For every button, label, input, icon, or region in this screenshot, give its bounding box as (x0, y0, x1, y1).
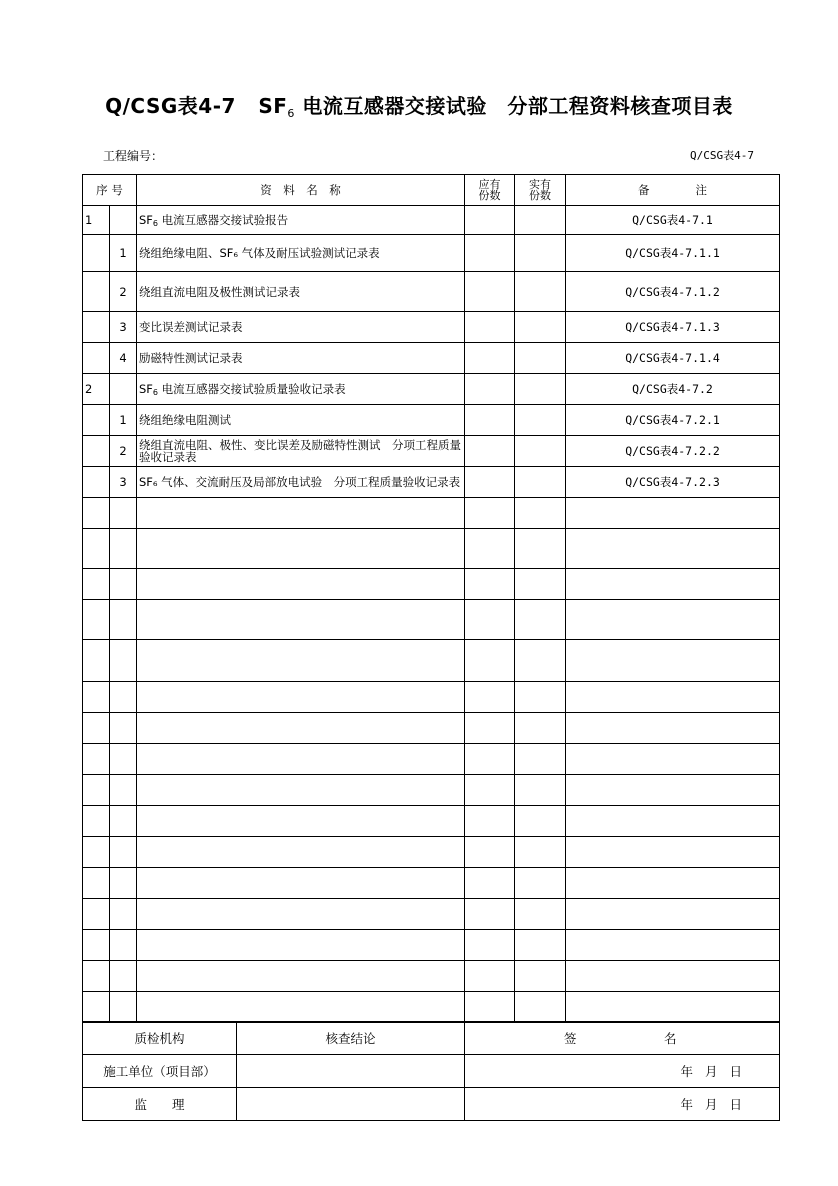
table-row (83, 405, 780, 436)
empty-row (83, 961, 780, 992)
row-subseq: 1 (110, 235, 137, 272)
title-prefix: Q/CSG表4-7 (105, 94, 236, 118)
row-name: 励磁特性测试记录表 (137, 343, 465, 374)
checklist-table (82, 174, 780, 1023)
row-actual-count (515, 272, 566, 312)
row-actual-count (515, 374, 566, 405)
row-actual-count (515, 235, 566, 272)
table-row (83, 436, 780, 467)
header-note: 备 注 (566, 175, 780, 206)
table-row (83, 374, 780, 405)
header-name: 资 料 名 称 (137, 175, 465, 206)
row-should-count (465, 272, 515, 312)
empty-row (83, 992, 780, 1023)
row-name: SF6 电流互感器交接试验质量验收记录表 (137, 374, 465, 405)
row-should-count (465, 312, 515, 343)
row-note: Q/CSG表4-7.1.2 (566, 272, 780, 312)
row-subseq: 3 (110, 312, 137, 343)
row-actual-count (515, 405, 566, 436)
table-row (83, 272, 780, 312)
row-actual-count (515, 312, 566, 343)
supervision-label: 监 理 (83, 1088, 237, 1121)
row-subseq: 3 (110, 467, 137, 498)
empty-row (83, 640, 780, 682)
supervision-date: 年 月 日 (465, 1088, 780, 1121)
empty-row (83, 569, 780, 600)
title-sf: SF (258, 94, 288, 118)
table-header-row (83, 175, 780, 206)
row-subseq (110, 374, 137, 405)
supervision-row (83, 1088, 780, 1121)
quality-org-label: 质检机构 (83, 1022, 237, 1055)
construction-conclusion (237, 1055, 465, 1088)
empty-row (83, 713, 780, 744)
header-actual: 实有 份数 (515, 175, 566, 206)
empty-row (83, 806, 780, 837)
row-name: 绕组绝缘电阻测试 (137, 405, 465, 436)
construction-row (83, 1055, 780, 1088)
row-subseq: 2 (110, 436, 137, 467)
row-seq (83, 272, 110, 312)
row-actual-count (515, 206, 566, 235)
row-should-count (465, 343, 515, 374)
conclusion-label: 核查结论 (237, 1022, 465, 1055)
empty-row (83, 744, 780, 775)
header-seq: 序 号 (83, 175, 137, 206)
row-name: SF6 电流互感器交接试验报告 (137, 206, 465, 235)
form-code: Q/CSG表4-7 (690, 149, 754, 162)
empty-row (83, 498, 780, 529)
row-subseq: 4 (110, 343, 137, 374)
row-name: SF₆ 气体、交流耐压及局部放电试验 分项工程质量验收记录表 (137, 467, 465, 498)
row-should-count (465, 467, 515, 498)
row-should-count (465, 235, 515, 272)
row-seq (83, 312, 110, 343)
signature-header-row (83, 1022, 780, 1055)
row-seq: 1 (83, 206, 110, 235)
row-note: Q/CSG表4-7.1.4 (566, 343, 780, 374)
row-subseq (110, 206, 137, 235)
row-should-count (465, 436, 515, 467)
table-row (83, 312, 780, 343)
row-actual-count (515, 467, 566, 498)
empty-row (83, 899, 780, 930)
row-subseq: 1 (110, 405, 137, 436)
empty-row (83, 682, 780, 713)
empty-row (83, 837, 780, 868)
table-row (83, 467, 780, 498)
project-number-label: 工程编号： (103, 149, 164, 163)
empty-row (83, 775, 780, 806)
row-note: Q/CSG表4-7.2.2 (566, 436, 780, 467)
row-actual-count (515, 436, 566, 467)
empty-row (83, 529, 780, 569)
row-seq: 2 (83, 374, 110, 405)
row-seq (83, 467, 110, 498)
row-name: 绕组直流电阻及极性测试记录表 (137, 272, 465, 312)
row-seq (83, 405, 110, 436)
table-row (83, 235, 780, 272)
row-name: 绕组绝缘电阻、SF₆ 气体及耐压试验测试记录表 (137, 235, 465, 272)
table-row (83, 343, 780, 374)
document-title (0, 90, 838, 120)
row-note: Q/CSG表4-7.2.3 (566, 467, 780, 498)
row-note: Q/CSG表4-7.2 (566, 374, 780, 405)
row-should-count (465, 405, 515, 436)
construction-date: 年 月 日 (465, 1055, 780, 1088)
row-name: 变比误差测试记录表 (137, 312, 465, 343)
row-note: Q/CSG表4-7.1 (566, 206, 780, 235)
signature-table (82, 1021, 780, 1121)
construction-unit-label: 施工单位（项目部） (83, 1055, 237, 1088)
row-subseq: 2 (110, 272, 137, 312)
empty-row (83, 600, 780, 640)
row-actual-count (515, 343, 566, 374)
signature-label: 签 名 (465, 1022, 780, 1055)
row-seq (83, 235, 110, 272)
row-name: 绕组直流电阻、极性、变比误差及励磁特性测试 分项工程质量验收记录表 (137, 436, 465, 467)
empty-row (83, 868, 780, 899)
row-note: Q/CSG表4-7.1.3 (566, 312, 780, 343)
row-seq (83, 436, 110, 467)
row-should-count (465, 206, 515, 235)
row-note: Q/CSG表4-7.2.1 (566, 405, 780, 436)
title-suffix: 电流互感器交接试验 分部工程资料核查项目表 (302, 94, 733, 118)
supervision-conclusion (237, 1088, 465, 1121)
row-should-count (465, 374, 515, 405)
row-seq (83, 343, 110, 374)
table-row (83, 206, 780, 235)
title-sf-subscript: 6 (287, 107, 295, 120)
row-note: Q/CSG表4-7.1.1 (566, 235, 780, 272)
header-should: 应有 份数 (465, 175, 515, 206)
empty-row (83, 930, 780, 961)
